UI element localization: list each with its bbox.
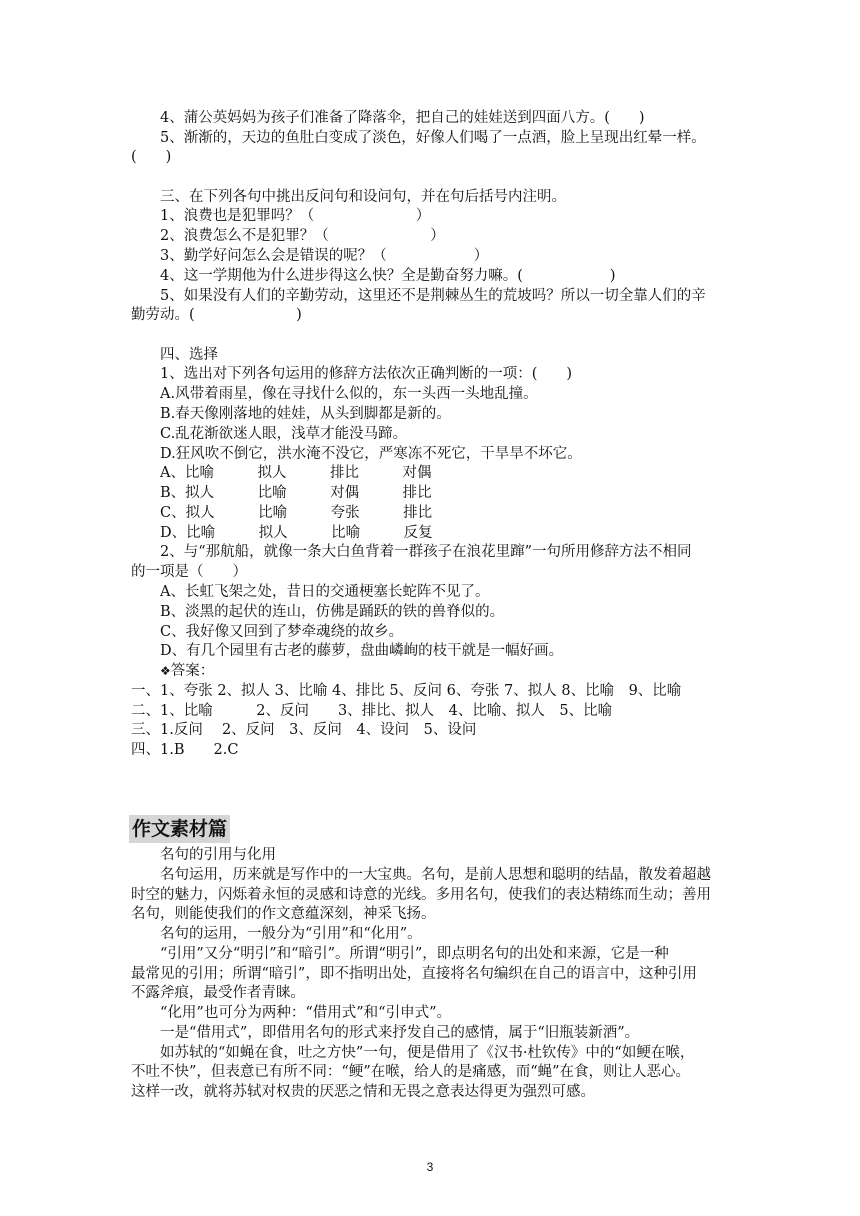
text-line: B.春天像刚落地的娃娃，从头到脚都是新的。 xyxy=(160,406,451,422)
text-line: 5、渐渐的，天边的鱼肚白变成了淡色，好像人们喝了一点酒，脸上呈现出红晕一样。 xyxy=(160,130,706,146)
text-line: 名句运用，历来就是写作中的一大宝典。名句，是前人思想和聪明的结晶，散发着超越 xyxy=(160,867,711,883)
text-line: D.狂风吹不倒它，洪水淹不没它，严寒冻不死它，干旱旱不坏它。 xyxy=(160,446,582,462)
section-heading: 作文素材篇 xyxy=(129,815,230,843)
text-line: 2、浪费怎么不是犯罪？（ ） xyxy=(160,228,445,244)
text-line: 4、蒲公英妈妈为孩子们准备了降落伞，把自己的娃娃送到四面八方。( ) xyxy=(160,110,645,126)
text-line: D、有几个园里有古老的藤萝，盘曲嶙峋的枝干就是一幅好画。 xyxy=(160,643,564,659)
text-line: 如苏轼的“如蝇在食，吐之方快”一句，便是借用了《汉书·杜钦传》中的“如鲠在喉， xyxy=(160,1045,695,1061)
text-line: A、长虹飞架之处，昔日的交通梗塞长蛇阵不见了。 xyxy=(160,584,490,600)
text-line: 名句的运用，一般分为“引用”和“化用”。 xyxy=(160,926,422,942)
text-line: B、淡黑的起伏的连山，仿佛是踊跃的铁的兽脊似的。 xyxy=(160,604,505,620)
text-line: 三、在下列各句中挑出反问句和设问句，并在句后括号内注明。 xyxy=(160,189,566,205)
text-line: “引用”又分“明引”和“暗引”。所谓“明引”，即点明名句的出处和来源，它是一种 xyxy=(160,946,669,962)
text-line: ( ) xyxy=(131,149,172,165)
text-line: 不露斧痕，最受作者青睐。 xyxy=(131,985,305,1001)
text-line: 一、1、夸张 2、拟人 3、比喻 4、排比 5、反问 6、夸张 7、拟人 8、比喻 9、比喻 xyxy=(131,683,682,699)
answer-label-line xyxy=(160,661,214,681)
text-line: 5、如果没有人们的辛勤劳动，这里还不是荆棘丛生的荒坡吗？所以一切全靠人们的辛 xyxy=(160,288,706,304)
text-line: 3、勤学好问怎么会是错误的呢？（ ） xyxy=(160,248,489,264)
text-line: 1、浪费也是犯罪吗？（ ） xyxy=(160,208,431,224)
text-line: “化用”也可分为两种：“借用式”和“引申式”。 xyxy=(160,1005,451,1021)
text-line: 四、1.B 2.C xyxy=(131,742,239,758)
text-line: 名句的引用与化用 xyxy=(160,847,276,863)
text-line: C、拟人 比喻 夸张 排比 xyxy=(160,505,433,521)
text-line: B、拟人 比喻 对偶 排比 xyxy=(160,485,432,501)
text-line: 时空的魅力，闪烁着永恒的灵感和诗意的光线。多用名句，使我们的表达精练而生动；善用 xyxy=(131,887,711,903)
text-line: 最常见的引用；所谓“暗引”，即不指明出处，直接将名句编织在自己的语言中，这种引用 xyxy=(131,966,697,982)
text-line: C、我好像又回到了梦牵魂绕的故乡。 xyxy=(160,624,404,640)
text-line: 4、这一学期他为什么进步得这么快？全是勤奋努力嘛。( ) xyxy=(160,268,616,284)
text-line: 四、选择 xyxy=(160,347,218,363)
text-line: 勤劳动。( ) xyxy=(131,307,302,323)
text-line: 二、1、比喻 2、反问 3、排比、拟人 4、比喻、拟人 5、比喻 xyxy=(131,703,613,719)
page-number: 3 xyxy=(426,1160,434,1174)
text-line: 2、与“那航船，就像一条大白鱼背着一群孩子在浪花里蹿”一句所用修辞方法不相同 xyxy=(160,544,692,560)
text-line: 的一项是（ ） xyxy=(131,564,247,580)
text-line: 三、1.反问 2、反问 3、反问 4、设问 5、设问 xyxy=(131,722,477,738)
text-line: 1、选出对下列各句运用的修辞方法依次正确判断的一项：( ) xyxy=(160,366,573,382)
text-line: 这样一改，就将苏轼对权贵的厌恶之情和无畏之意表达得更为强烈可感。 xyxy=(131,1084,595,1100)
answer-label: 答案： xyxy=(170,663,215,679)
text-line: A、比喻 拟人 排比 对偶 xyxy=(160,465,432,481)
text-line: 名句，则能使我们的作文意蕴深刻，神采飞扬。 xyxy=(131,906,436,922)
text-line: A.风带着雨星，像在寻找什么似的，东一头西一头地乱撞。 xyxy=(160,386,538,402)
text-line: D、比喻 拟人 比喻 反复 xyxy=(160,525,433,541)
four-diamond-icon: ❖ xyxy=(160,664,171,678)
text-line: C.乱花渐欲迷人眼，浅草才能没马蹄。 xyxy=(160,426,408,442)
text-line: 不吐不快”，但表意已有所不同：“鲠”在喉，给人的是痛感，而“蝇”在食，则让人恶心。 xyxy=(131,1064,691,1080)
text-line: 一是“借用式”，即借用名句的形式来抒发自己的感情，属于“旧瓶装新酒”。 xyxy=(160,1025,640,1041)
